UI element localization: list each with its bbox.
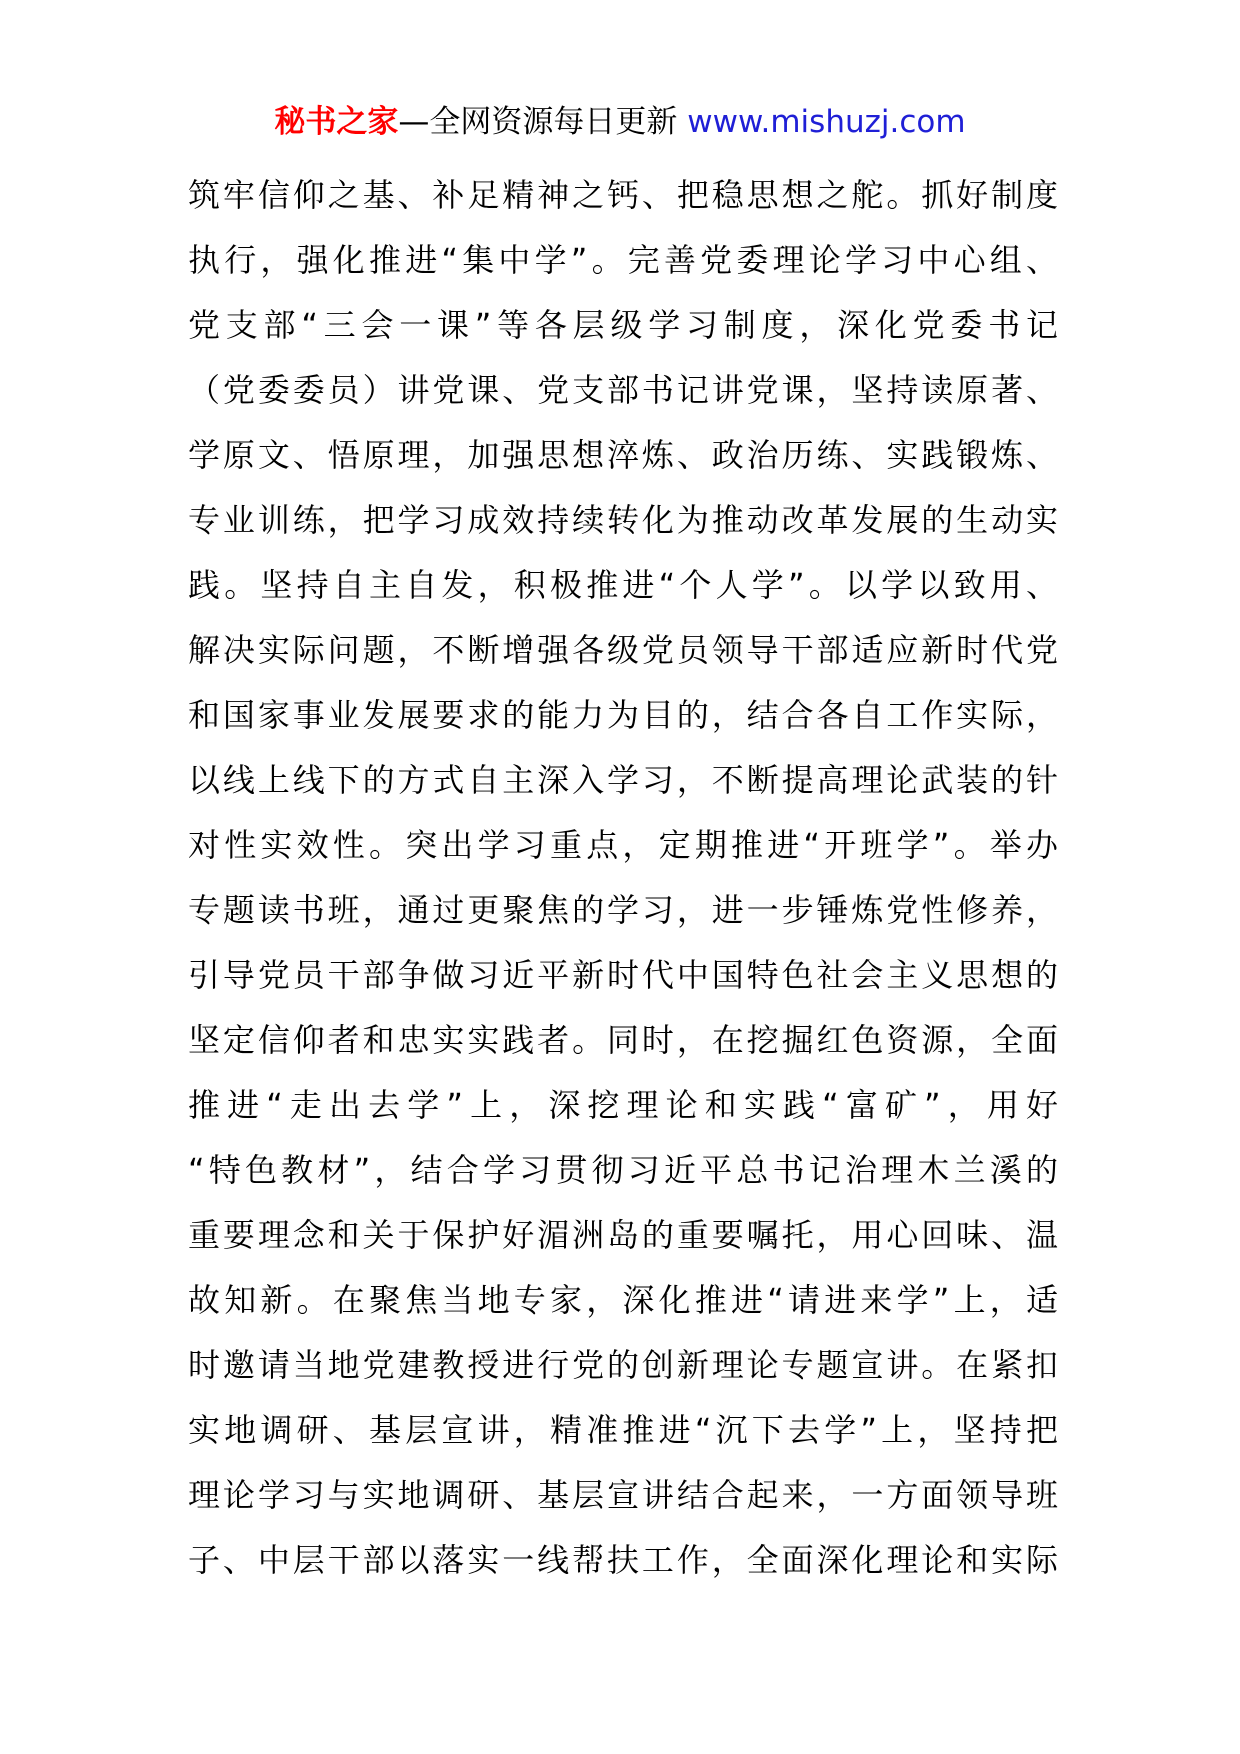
text-line: 执行，强化推进“集中学”。完善党委理论学习中心组、 bbox=[188, 241, 1058, 279]
text-line: “特色教材”，结合学习贯彻习近平总书记治理木兰溪的 bbox=[188, 1151, 1058, 1189]
website-link[interactable]: www.mishuzj.com bbox=[687, 104, 966, 140]
text-line: 践。坚持自主自发，积极推进“个人学”。以学以致用、 bbox=[188, 566, 1058, 604]
text-line: 时邀请当地党建教授进行党的创新理论专题宣讲。在紧扣 bbox=[188, 1346, 1058, 1384]
brand-name: 秘书之家 bbox=[274, 104, 399, 140]
text-line: 重要理念和关于保护好湄洲岛的重要嘱托，用心回味、温 bbox=[188, 1216, 1058, 1254]
header-tagline: —全网资源每日更新 bbox=[398, 104, 688, 140]
text-line: 理论学习与实地调研、基层宣讲结合起来，一方面领导班 bbox=[188, 1476, 1058, 1514]
text-line: 推进“走出去学”上，深挖理论和实践“富矿”，用好 bbox=[188, 1086, 1058, 1124]
text-line: 引导党员干部争做习近平新时代中国特色社会主义思想的 bbox=[188, 956, 1058, 994]
text-line: 故知新。在聚焦当地专家，深化推进“请进来学”上，适 bbox=[188, 1281, 1058, 1319]
text-line: （党委委员）讲党课、党支部书记讲党课，坚持读原著、 bbox=[188, 371, 1058, 409]
text-line: 坚定信仰者和忠实实践者。同时，在挖掘红色资源，全面 bbox=[188, 1021, 1058, 1059]
text-line: 解决实际问题，不断增强各级党员领导干部适应新时代党 bbox=[188, 631, 1058, 669]
text-line: 实地调研、基层宣讲，精准推进“沉下去学”上，坚持把 bbox=[188, 1411, 1058, 1449]
text-line: 和国家事业发展要求的能力为目的，结合各自工作实际， bbox=[188, 696, 1058, 734]
text-line: 筑牢信仰之基、补足精神之钙、把稳思想之舵。抓好制度 bbox=[188, 176, 1058, 214]
text-line: 党支部“三会一课”等各层级学习制度，深化党委书记 bbox=[188, 306, 1058, 344]
text-line: 专题读书班，通过更聚焦的学习，进一步锤炼党性修养， bbox=[188, 891, 1058, 929]
body-text bbox=[188, 163, 1058, 1593]
text-line: 子、中层干部以落实一线帮扶工作，全面深化理论和实际 bbox=[188, 1541, 1058, 1579]
text-line: 对性实效性。突出学习重点，定期推进“开班学”。举办 bbox=[188, 826, 1058, 864]
page-header bbox=[0, 102, 1240, 142]
text-line: 以线上线下的方式自主深入学习，不断提高理论武装的针 bbox=[188, 761, 1058, 799]
text-line: 专业训练，把学习成效持续转化为推动改革发展的生动实 bbox=[188, 501, 1058, 539]
text-line: 学原文、悟原理，加强思想淬炼、政治历练、实践锻炼、 bbox=[188, 436, 1058, 474]
